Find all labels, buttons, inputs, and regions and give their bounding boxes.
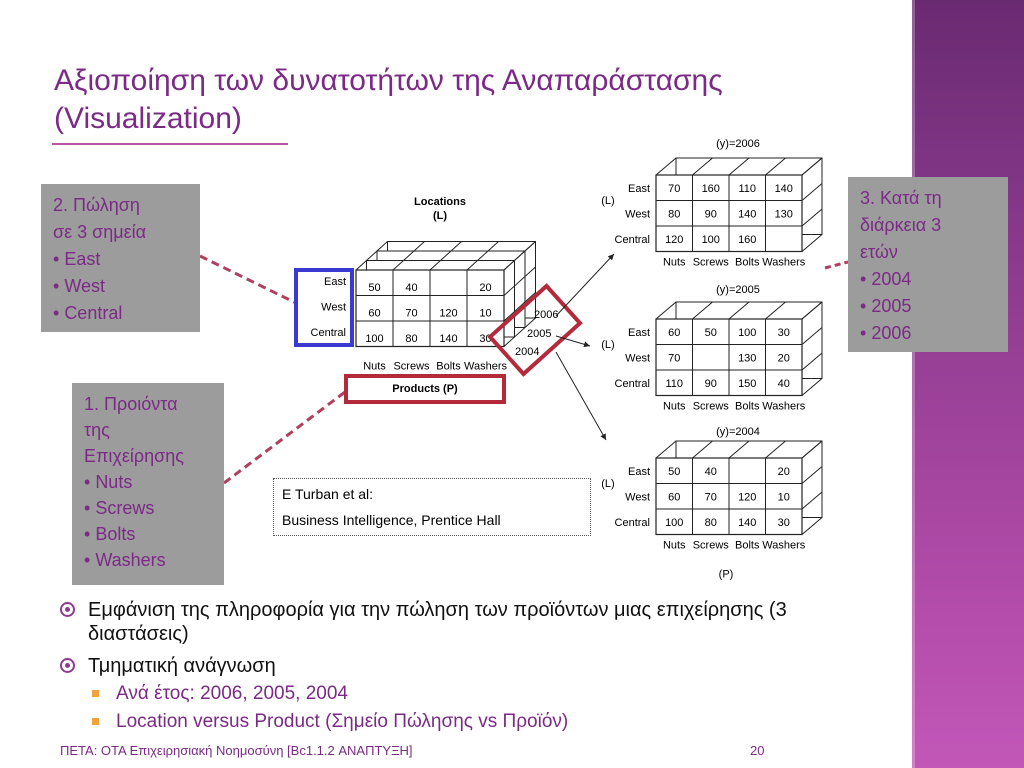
slice-depth-line xyxy=(656,158,676,175)
slice-cell-value: 80 xyxy=(704,516,717,529)
slice-location-axis: (L) xyxy=(601,339,615,351)
slice-cell-value: 20 xyxy=(777,352,790,365)
product-item-bolts: • Bolts xyxy=(84,524,136,544)
slice-cell-value: 130 xyxy=(738,352,757,365)
slice-cell-value: 70 xyxy=(668,352,681,365)
slice-cell-value: 100 xyxy=(701,233,720,246)
slice-year-label: (y)=2004 xyxy=(716,426,760,438)
slice-cell-value: 140 xyxy=(774,182,793,195)
slice-row-label: West xyxy=(625,208,650,221)
cube-cell-value: 140 xyxy=(439,332,458,345)
slice-cell-value: 20 xyxy=(777,465,790,478)
slice-cell-value: 10 xyxy=(777,491,790,504)
sub-bullet-1: Ανά έτος: 2006, 2005, 2004 xyxy=(60,680,890,708)
cube-cell-value: 30 xyxy=(479,332,492,345)
cube-locations-sub: (L) xyxy=(432,210,448,222)
sales-locations-box xyxy=(41,184,200,332)
product-item-washers: • Washers xyxy=(84,550,166,570)
slice-cell-value: 70 xyxy=(668,182,681,195)
year-item-2004: • 2004 xyxy=(860,269,912,289)
cube-products-label: Products (P) xyxy=(392,383,458,395)
cube-cell-value: 10 xyxy=(479,307,492,320)
products-head-2: της xyxy=(84,420,110,440)
title-line-2: (Visualization) xyxy=(54,102,242,135)
slice-cell-value: 100 xyxy=(665,516,684,529)
sale-item-east: • East xyxy=(53,249,101,269)
slice-cell-value: 60 xyxy=(668,491,681,504)
slice-row-label: East xyxy=(627,326,650,339)
slice-cell-value: 150 xyxy=(738,377,757,390)
slice-col-label: Washers xyxy=(762,400,806,413)
slice-cell-value: 140 xyxy=(738,208,757,221)
slice-cell-value: 110 xyxy=(665,377,684,390)
cube-col-label: Nuts xyxy=(363,360,386,373)
year-item-2006: • 2006 xyxy=(860,323,912,343)
slice-col-label: Bolts xyxy=(735,400,760,413)
years-head-2: διάρκεια 3 xyxy=(860,215,942,235)
slice-depth-line xyxy=(802,235,822,252)
cube-cell-value: 120 xyxy=(439,307,458,320)
products-box xyxy=(72,383,224,585)
slice-col-label: Washers xyxy=(762,539,806,552)
products-head-1: 1. Προιόντα xyxy=(84,394,178,414)
arrow-to-2004 xyxy=(556,352,606,440)
slice-row-label: West xyxy=(625,491,650,504)
year-2004-label: 2004 xyxy=(515,346,540,358)
slice-location-axis: (L) xyxy=(601,478,615,490)
slice-cell-value: 120 xyxy=(665,233,684,246)
cube-row-label: East xyxy=(323,275,346,288)
products-head-3: Επιχείρησης xyxy=(84,446,184,466)
title-line-1: Αξιοποίηση των δυνατοτήτων της Αναπαράστασης xyxy=(54,64,723,97)
sub-bullet-2: Location versus Product (Σημείο Πώλησης vs Προϊόν) xyxy=(60,708,890,736)
slice-col-label: Nuts xyxy=(662,400,686,413)
cube-cell-value: 20 xyxy=(479,281,492,294)
cube-col-label: Bolts xyxy=(436,360,461,373)
citation-line-1: E Turban et al: xyxy=(282,486,374,502)
slice-col-label: Screws xyxy=(692,400,729,413)
year-2005-label: 2005 xyxy=(527,328,552,340)
slice-col-label: Washers xyxy=(762,256,806,269)
slice-cell-value: 40 xyxy=(704,465,717,478)
cube-row-label: Central xyxy=(310,326,346,339)
slice-cell-value: 30 xyxy=(777,326,790,339)
slice-cell-value: 160 xyxy=(701,182,720,195)
slice-row-label: West xyxy=(625,352,650,365)
slice-cell-value: 140 xyxy=(738,516,757,529)
slice-row-label: Central xyxy=(614,233,650,246)
slice-year-label: (y)=2005 xyxy=(716,284,760,296)
bullet-list xyxy=(60,598,890,736)
slice-cell-value: 80 xyxy=(668,208,681,221)
slice-cell-value: 110 xyxy=(738,182,757,195)
slice-cell-value: 30 xyxy=(777,516,790,529)
bullet-dot-icon xyxy=(60,658,75,673)
bullet-1: Εμφάνιση της πληροφορία για την πώληση των προϊόντων μιας επιχείρησης (3 διαστάσεις) xyxy=(60,598,890,646)
cube-cell-value: 80 xyxy=(405,332,418,345)
footer-text: ΠΕΤΑ: ΟΤΑ Επιχειρησιακή Νοημοσύνη [Βc1.1.2 ΑΝΑΠΤΥΞΗ] xyxy=(60,743,413,758)
slice-cell-value: 130 xyxy=(774,208,793,221)
square-bullet-icon xyxy=(92,718,99,725)
slice-depth-line xyxy=(656,441,676,458)
slice-depth-line xyxy=(802,518,822,535)
slice-cell-value: 60 xyxy=(668,326,681,339)
bullet-dot-icon xyxy=(60,602,75,617)
slice-col-label: Nuts xyxy=(662,256,686,269)
slice-year-label: (y)=2006 xyxy=(716,138,760,150)
slice-col-label: Nuts xyxy=(662,539,686,552)
slice-col-label: Bolts xyxy=(735,256,760,269)
slice-cell-value: 50 xyxy=(704,326,717,339)
cube-col-label: Screws xyxy=(393,360,430,373)
bullet-2: Τμηματική ανάγνωση xyxy=(60,654,890,678)
slice-cell-value: 70 xyxy=(704,491,717,504)
product-item-screws: • Screws xyxy=(84,498,155,518)
citation-line-2: Business Intelligence, Prentice Hall xyxy=(282,512,501,528)
cube-cell-value: 50 xyxy=(368,281,381,294)
slice-col-label: Bolts xyxy=(735,539,760,552)
sale-item-west: • West xyxy=(53,276,105,296)
slice-cell-value: 90 xyxy=(704,208,717,221)
cube-cell-value: 70 xyxy=(405,307,418,320)
slice-cell-value: 100 xyxy=(738,326,757,339)
cube-col-label: Washers xyxy=(464,360,507,373)
slice-row-label: Central xyxy=(614,377,650,390)
slice-location-axis: (L) xyxy=(601,195,615,207)
slice-(y)=2006 xyxy=(601,138,822,269)
cube-row-label: West xyxy=(321,301,346,314)
slice-cell-value: 90 xyxy=(704,377,717,390)
citation-box xyxy=(273,478,591,536)
sale-head-1: 2. Πώληση xyxy=(53,195,140,215)
slice-cell-value: 120 xyxy=(738,491,757,504)
year-item-2005: • 2005 xyxy=(860,296,912,316)
slice-cell-value: 160 xyxy=(738,233,757,246)
years-box xyxy=(848,177,1008,352)
arrow-to-2006 xyxy=(556,254,614,316)
sale-item-central: • Central xyxy=(53,303,123,323)
year-2006-label: 2006 xyxy=(534,309,559,321)
slice-col-label: Screws xyxy=(692,539,729,552)
product-item-nuts: • Nuts xyxy=(84,472,133,492)
slice-cell-value: 50 xyxy=(668,465,681,478)
slice-(y)=2004 xyxy=(601,426,822,581)
square-bullet-icon xyxy=(92,690,99,697)
slice-col-label: Screws xyxy=(692,256,729,269)
slice-depth-line xyxy=(656,302,676,319)
slice-depth-line xyxy=(802,379,822,396)
slice-cell-value: 40 xyxy=(777,377,790,390)
years-head-1: 3. Κατά τη xyxy=(860,188,942,208)
cube-cell-value: 100 xyxy=(365,332,384,345)
page-number: 20 xyxy=(750,743,765,758)
slice-(y)=2005 xyxy=(601,284,822,413)
slice-row-label: East xyxy=(627,465,650,478)
sale-head-2: σε 3 σημεία xyxy=(53,222,147,242)
cube-cell-value: 60 xyxy=(368,307,381,320)
slice-row-label: Central xyxy=(614,516,650,529)
cube-cell-value: 40 xyxy=(405,281,418,294)
slice-product-axis: (P) xyxy=(718,568,734,581)
years-head-3: ετών xyxy=(860,242,898,262)
slice-row-label: East xyxy=(627,182,650,195)
cube-locations-label: Locations xyxy=(414,196,466,208)
